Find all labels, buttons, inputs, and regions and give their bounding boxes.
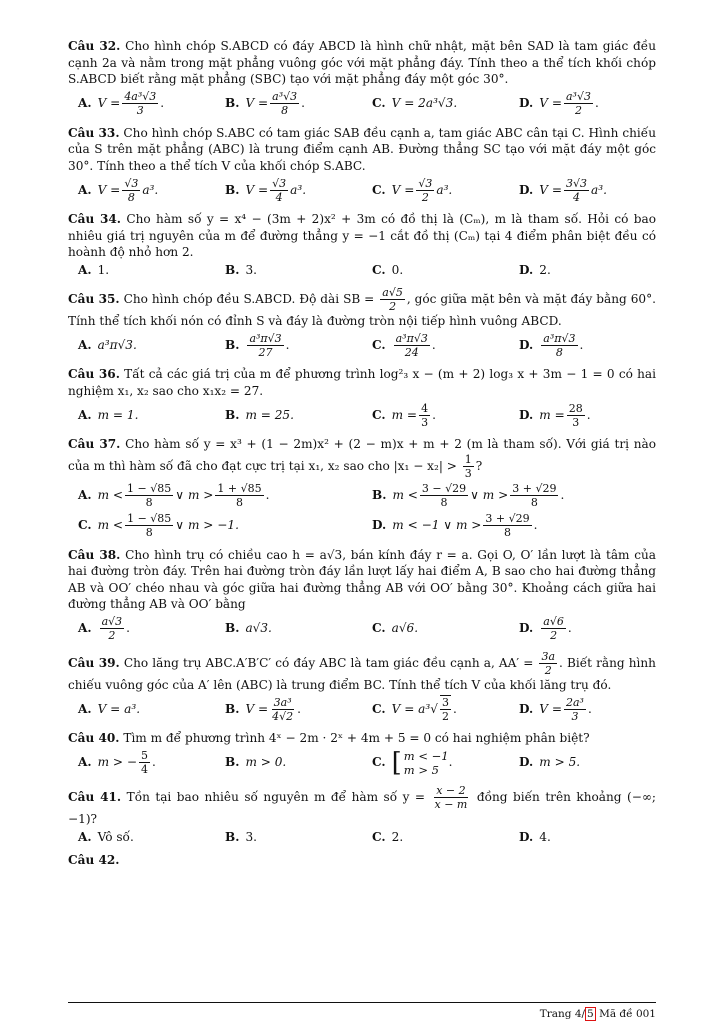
option-a[interactable]: [68, 262, 215, 280]
option-d[interactable]: [509, 262, 656, 280]
option-d[interactable]: D. m = $\frac{28}{3}$ .: [509, 400, 656, 430]
option-text: m > 0.: [245, 755, 287, 770]
question-label: Câu 34.: [68, 212, 122, 226]
option-label: B.: [225, 621, 240, 636]
option-label: A.: [78, 755, 92, 770]
footer-divider: [68, 1002, 656, 1003]
option-label: B.: [225, 337, 240, 352]
question-stem: Cho hình chóp S.ABC có tam giác SAB đều cạnh a, tam giác ABC cân tại C. Hình chiếu của S trên mặt phẳng (ABC) là trung điểm cạnh AB. Đường thẳng SC tạo với mặt đáy một góc 30°. Tính theo a thể tích V của khối chóp S.ABC.: [68, 125, 656, 173]
question-label: Câu 38.: [68, 547, 121, 562]
question-stem: Cho lăng trụ ABC.A′B′C′ có đáy ABC là tam giác đều cạnh a, AA′ =: [123, 655, 534, 670]
option-text: 3.: [245, 829, 257, 844]
option-label: D.: [519, 621, 534, 636]
fraction: $\frac{28}{3}$: [568, 401, 583, 429]
option-text: m =: [391, 407, 418, 422]
option-a[interactable]: [68, 330, 215, 360]
fraction: $\frac{\text{a³π√3}}{27}$: [249, 331, 282, 359]
question-label: Câu 35.: [68, 291, 120, 306]
option-label: C.: [372, 407, 386, 422]
option-c[interactable]: [362, 89, 509, 119]
option-d[interactable]: D. V = $\frac{\text{2a³}}{3}$ .: [509, 694, 656, 724]
option-label: B.: [225, 701, 240, 716]
option-a[interactable]: A. V = $\frac{√3}{8}$ a³.: [68, 175, 215, 205]
question-37: Câu 37. Cho hàm số y = x³ + (1 − 2m)x² + (2 − m)x + m + 2 (m là tham số). Với giá trị nào của m thì hàm số đã cho đạt cực trị tại x₁, x₂ sao cho |x₁ − x₂| > $\frac{1}{3}$ ? A. m < $\frac{1 - √85}{8}$ ∨ m > $\frac{1 + √85}{8}$ . B. m < $\frac{3 - √29}{8}$ ∨ m > $\frac{3 + √29}{8}$ . C. m < $\frac{1 - √85}{8}$ ∨ m > −1. D. m < −1 ∨ m > $\frac{3 + √29}{8}$ .: [68, 437, 656, 539]
option-text: 2.: [539, 263, 551, 278]
option-c[interactable]: C. m < $\frac{1 - √85}{8}$ ∨ m > −1.: [68, 511, 362, 541]
option-text: 3.: [245, 263, 257, 278]
option-a[interactable]: [68, 694, 215, 724]
option-c[interactable]: [362, 828, 509, 846]
option-a[interactable]: A. V = $\frac{\text{4a³√3}}{3}$ .: [68, 89, 215, 119]
option-d[interactable]: D. $\frac{\text{a³π√3}}{8}$ .: [509, 330, 656, 360]
option-c[interactable]: C. V = $\frac{√3}{2}$ a³.: [362, 175, 509, 205]
option-label: D.: [519, 407, 534, 422]
option-text: 1.: [97, 263, 110, 278]
fraction: $\frac{3a}{2}$: [541, 649, 556, 677]
option-label: C.: [372, 621, 386, 636]
fraction: $\frac{√3}{8}$: [124, 176, 139, 204]
option-text: Vô số.: [97, 829, 134, 844]
option-label: C.: [372, 182, 386, 197]
option-label: D.: [372, 518, 387, 533]
option-label: B.: [225, 96, 240, 111]
option-label: A.: [78, 407, 92, 422]
question-label: Câu 37.: [68, 437, 121, 451]
option-label: C.: [372, 829, 386, 844]
option-text: V =: [245, 701, 269, 716]
option-text: a√6.: [391, 621, 419, 636]
option-d[interactable]: D. V = $\frac{3√3}{4}$ a³.: [509, 175, 656, 205]
option-label: C.: [372, 755, 386, 770]
fraction: $\frac{1 - √85}{8}$: [127, 482, 172, 509]
question-32: [68, 38, 656, 119]
option-label: A.: [78, 488, 92, 503]
fraction: $\frac{\text{a³√3}}{8}$: [272, 90, 298, 117]
option-text: V = a³√: [391, 701, 438, 716]
option-label: C.: [78, 518, 92, 533]
exam-code: Mã đề 001: [599, 1008, 656, 1020]
option-text: m = 25.: [245, 407, 294, 422]
option-text: V =: [539, 182, 562, 197]
option-c[interactable]: C. $\frac{\text{a³π√3}}{24}$ .: [362, 330, 509, 360]
fraction: $\frac{a√3}{2}$: [101, 615, 123, 642]
option-d[interactable]: D. V = $\frac{\text{a³√3}}{2}$ .: [509, 89, 656, 119]
fraction: $\frac{\text{a³√3}}{2}$: [566, 90, 591, 117]
fraction: $\frac{3 - √29}{8}$: [421, 482, 467, 509]
question-41: Câu 41. Tồn tại bao nhiêu số nguyên m để hàm số y = $\frac{x - 2}{x - m}$ đồng biến trên khoảng (−∞; −1)? A. Vô số. B. 3. C. 2. D. 4.: [68, 784, 656, 847]
fraction: $\frac{1 - √85}{8}$: [127, 512, 172, 539]
option-b[interactable]: B. V = $\frac{√3}{4}$ a³.: [215, 175, 362, 205]
option-text: m < −1 ∨ m >: [392, 518, 482, 533]
option-label: B.: [225, 407, 240, 422]
option-a[interactable]: [68, 828, 215, 846]
question-stem: Tất cả các giá trị của m để phương trình log²₃ x − (m + 2) log₃ x + 3m − 1 = 0 có hai nghiệm x₁, x₂ sao cho x₁x₂ = 27.: [68, 367, 656, 398]
fraction: $\frac{a√6}{2}$: [543, 615, 564, 642]
page-total-link[interactable]: 5: [587, 1008, 594, 1020]
fraction: $\frac{\text{4a³√3}}{3}$: [124, 90, 157, 117]
option-c[interactable]: C. m = $\frac{4}{3}$ .: [362, 400, 509, 430]
option-b[interactable]: B. $\frac{\text{a³π√3}}{27}$ .: [215, 330, 362, 360]
option-text: V =: [97, 182, 121, 197]
question-stem: Cho hình chóp S.ABCD có đáy ABCD là hình chữ nhật, mặt bên SAD là tam giác đều cạnh 2a và nằm trong mặt phẳng vuông góc với mặt phẳng đáy. Tính theo a thể tích khối chóp S.ABCD biết rằng mặt phẳng (SBC) tạo với mặt phẳng đáy một góc 30°.: [68, 39, 656, 86]
option-b[interactable]: [215, 614, 362, 644]
option-a[interactable]: [68, 400, 215, 430]
option-text: V =: [245, 96, 269, 111]
option-d[interactable]: D. $\frac{a√6}{2}$ .: [509, 614, 656, 644]
option-b[interactable]: B. V = $\frac{\text{3a³}}{4√2}$ .: [215, 694, 362, 724]
option-label: D.: [519, 182, 534, 197]
option-text: V =: [391, 182, 415, 197]
fraction: $\frac{x - 2}{x - m}$: [434, 783, 468, 811]
option-label: C.: [372, 701, 386, 716]
option-text: a³π√3.: [97, 337, 137, 352]
option-label: A.: [78, 621, 92, 636]
option-label: A.: [78, 263, 92, 278]
option-label: C.: [372, 263, 386, 278]
question-label: Câu 32.: [68, 39, 121, 53]
option-b[interactable]: B. m < $\frac{3 - √29}{8}$ ∨ m > $\frac{3 + √29}{8}$ .: [362, 481, 656, 511]
option-a[interactable]: A. $\frac{a√3}{2}$ .: [68, 614, 215, 644]
question-35: Câu 35. Cho hình chóp đều S.ABCD. Độ dài SB = $\frac{a√5}{2}$ , góc giữa mặt bên và mặt đáy bằng 60°. Tính thể tích khối nón có đỉnh S và đáy là đường tròn nội tiếp hình vuông ABCD. A. a³π√3. B. $\frac{\text{a³π√3}}{27}$ . C. $\frac{\text{a³π√3}}{24}$ . D. $\frac{\text{a³π√3}}{8}$ .: [68, 285, 656, 359]
fraction: $\frac{\text{a³π√3}}{8}$: [543, 331, 576, 359]
question-39: Câu 39. Cho lăng trụ ABC.A′B′C′ có đáy ABC là tam giác đều cạnh a, AA′ = $\frac{3a}{2}$ . Biết rằng hình chiếu vuông góc của A′ lên (ABC) là trung điểm BC. Tính thể tích V của khối lăng trụ đó. A. V = a³. B. V = $\frac{\text{3a³}}{4√2}$ . C. V = a³√ $\frac{3}{2}$ . D. V = $\frac{\text{2a³}}{3}$ .: [68, 649, 656, 723]
question-34: [68, 211, 656, 280]
option-label: B.: [225, 829, 240, 844]
question-label: Câu 36.: [68, 367, 120, 381]
option-text: V =: [97, 96, 121, 111]
question-stem: Cho hình chóp đều S.ABCD. Độ dài SB =: [123, 291, 375, 306]
question-38: [68, 547, 656, 644]
option-text: a√3.: [245, 621, 272, 636]
fraction: $\frac{1 + √85}{8}$: [217, 482, 262, 509]
option-label: B.: [372, 488, 387, 503]
fraction: $\frac{1}{3}$: [464, 452, 472, 480]
fraction: $\frac{√3}{2}$: [418, 176, 433, 204]
fraction: $\frac{5}{4}$: [141, 749, 149, 776]
question-label: Câu 39.: [68, 655, 120, 670]
option-text: 2.: [391, 829, 404, 844]
option-d[interactable]: [509, 828, 656, 846]
option-text: m = 1.: [97, 407, 139, 422]
option-label: B.: [225, 263, 240, 278]
question-label: Câu 41.: [68, 789, 122, 804]
option-text: m <: [97, 488, 124, 503]
fraction: $\frac{3√3}{4}$: [566, 176, 588, 204]
system-of-inequalities: [ m < −1 m > 5: [391, 747, 449, 778]
option-text: V =: [245, 182, 269, 197]
question-label: Câu 42.: [68, 853, 120, 867]
option-c[interactable]: [362, 262, 509, 280]
option-a[interactable]: A. m < $\frac{1 - √85}{8}$ ∨ m > $\frac{1 + √85}{8}$ .: [68, 481, 362, 511]
option-b[interactable]: [215, 262, 362, 280]
question-42: [68, 852, 656, 869]
question-stem: Tồn tại bao nhiêu số nguyên m để hàm số y =: [126, 789, 426, 804]
question-label: Câu 40.: [68, 731, 120, 745]
fraction: $\frac{\text{2a³}}{3}$: [566, 695, 584, 723]
question-stem: Cho hàm số y = x⁴ − (3m + 2)x² + 3m có đồ thị là (Cₘ), m là tham số. Hỏi có bao nhiêu giá trị nguyên của m để đường thẳng y = −1 cắt đồ thị (Cₘ) tại 4 điểm phân biệt đều có hoành độ nhỏ hơn 2.: [68, 212, 656, 259]
option-label: C.: [372, 96, 386, 111]
option-label: A.: [78, 182, 92, 197]
fraction: $\frac{\text{3a³}}{4√2}$: [272, 695, 294, 723]
option-b[interactable]: [215, 748, 362, 778]
option-label: D.: [519, 337, 534, 352]
page-footer: [540, 1008, 656, 1020]
option-text: V = a³.: [97, 701, 141, 716]
fraction: $\frac{√3}{4}$: [272, 176, 287, 204]
option-b[interactable]: [215, 400, 362, 430]
option-text: m <: [392, 488, 418, 503]
option-text: V =: [539, 96, 562, 111]
option-label: A.: [78, 829, 92, 844]
option-label: D.: [519, 96, 534, 111]
question-33: [68, 125, 656, 206]
option-text: m =: [539, 407, 565, 422]
option-label: A.: [78, 701, 92, 716]
option-label: A.: [78, 96, 92, 111]
option-text: V =: [539, 701, 562, 716]
option-text: 4.: [539, 829, 551, 844]
question-stem: Cho hàm số y = x³ + (1 − 2m)x² + (2 − m)x + m + 2 (m là tham số). Với giá trị nào của m thì hàm số đã cho đạt cực trị tại x₁, x₂ sao cho |x₁ − x₂| >: [68, 437, 656, 473]
option-label: D.: [519, 263, 534, 278]
question-36: [68, 366, 656, 430]
option-label: D.: [519, 701, 534, 716]
option-b[interactable]: B. V = $\frac{\text{a³√3}}{8}$ .: [215, 89, 362, 119]
option-label: D.: [519, 829, 534, 844]
option-d[interactable]: [509, 748, 656, 778]
fraction: $\frac{3}{2}$: [441, 696, 449, 723]
question-40: [68, 730, 656, 778]
fraction: $\frac{3 + √29}{8}$: [485, 512, 530, 539]
question-label: Câu 33.: [68, 125, 120, 140]
fraction: $\frac{3 + √29}{8}$: [512, 482, 557, 509]
option-c[interactable]: [362, 614, 509, 644]
option-label: C.: [372, 337, 386, 352]
option-text: m > −: [97, 755, 138, 770]
option-text: m <: [97, 518, 124, 533]
option-b[interactable]: [215, 828, 362, 846]
question-stem: Tìm m để phương trình 4ˣ − 2m · 2ˣ + 4m + 5 = 0 có hai nghiệm phân biệt?: [123, 731, 590, 745]
option-label: B.: [225, 755, 240, 770]
fraction: $\frac{\text{a³π√3}}{24}$: [395, 331, 428, 359]
option-c[interactable]: C. V = a³√ $\frac{3}{2}$ .: [362, 694, 509, 724]
fraction: $\frac{4}{3}$: [421, 401, 429, 429]
option-d[interactable]: D. m < −1 ∨ m > $\frac{3 + √29}{8}$ .: [362, 511, 656, 541]
page-prefix: Trang 4/: [539, 1008, 586, 1020]
option-text: V = 2a³√3.: [391, 96, 458, 111]
exam-page: [68, 38, 656, 875]
option-label: D.: [519, 755, 534, 770]
option-label: A.: [78, 337, 92, 352]
option-text: m > 5.: [539, 755, 581, 770]
option-a[interactable]: A. m > − $\frac{5}{4}$ .: [68, 748, 215, 778]
option-c[interactable]: C. [ m < −1 m > 5 .: [362, 748, 509, 778]
option-label: B.: [225, 182, 240, 197]
question-stem: Cho hình trụ có chiều cao h = a√3, bán kính đáy r = a. Gọi O, O′ lần lượt là tâm của hai đường tròn đáy. Trên hai đường tròn đáy lần lượt lấy hai điểm A, B sao cho hai đường thẳng AB và OO′ chéo nhau và góc giữa hai đường thẳng AB với OO′ bằng 30°. Khoảng cách giữa hai đường thẳng AB và OO′ bằng: [68, 547, 656, 611]
fraction: $\frac{a√5}{2}$: [382, 285, 403, 313]
option-text: 0.: [391, 263, 404, 278]
